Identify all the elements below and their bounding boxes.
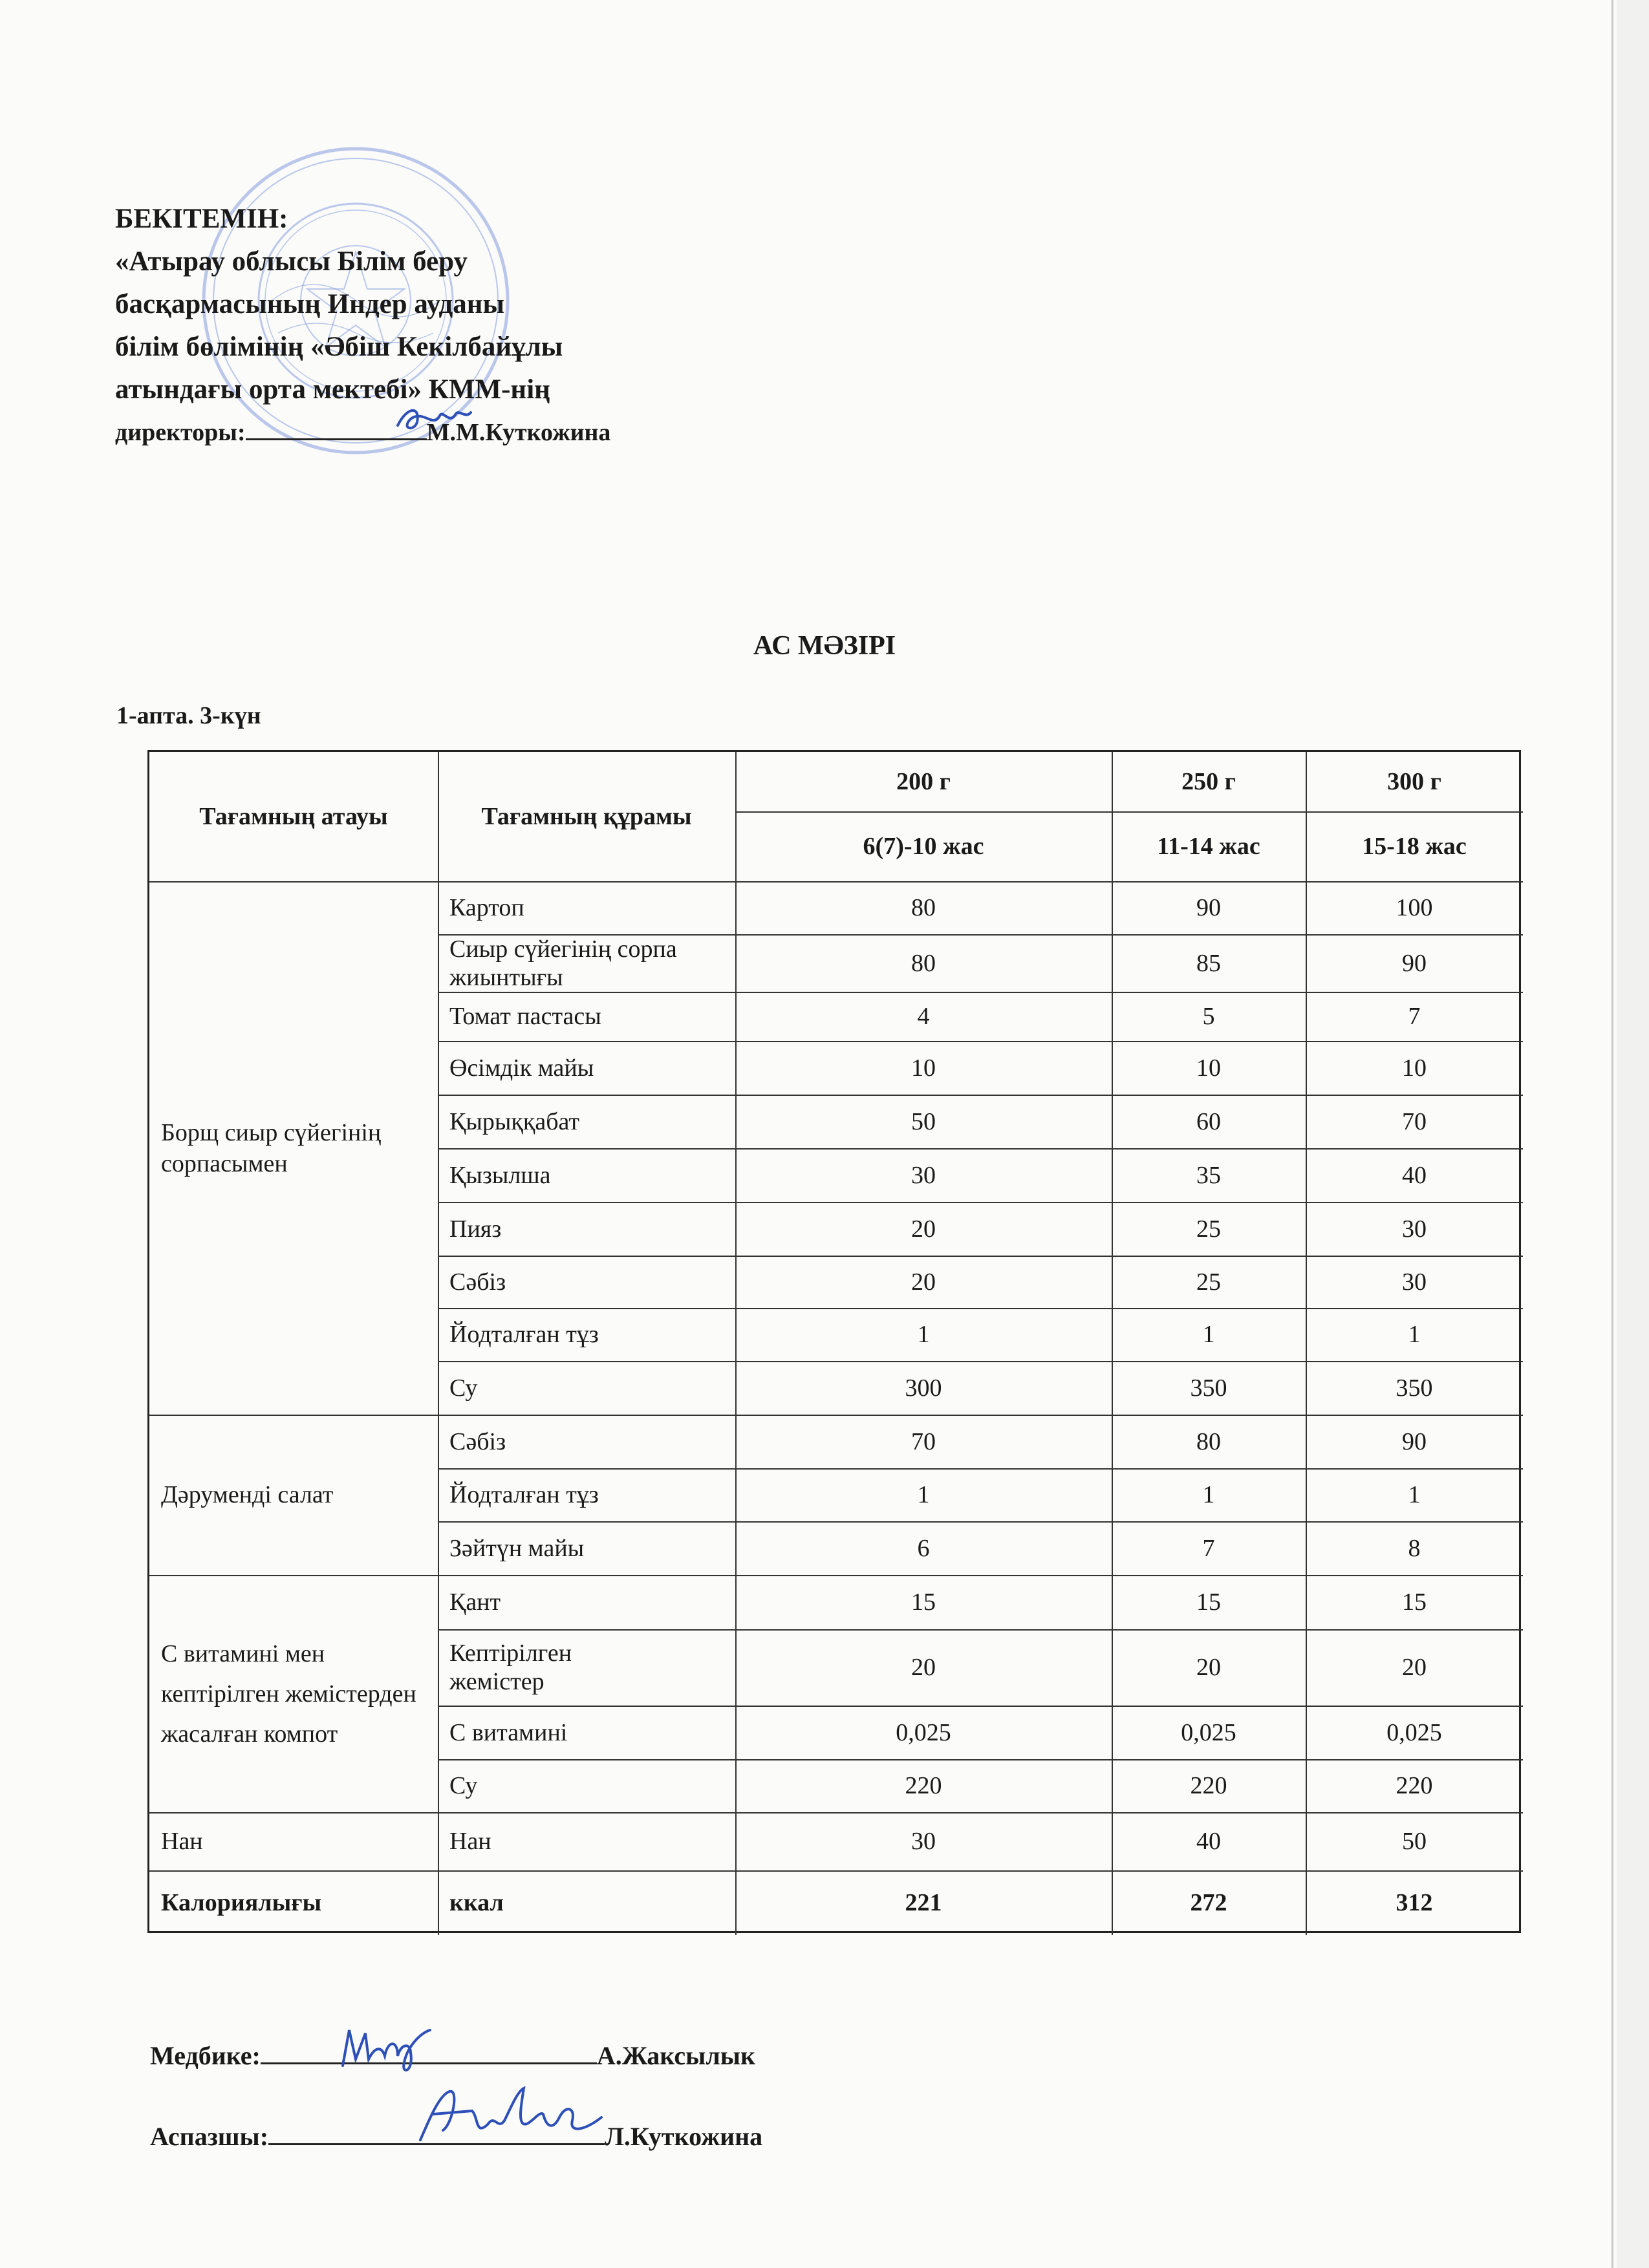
amount-cell: 20 xyxy=(1402,1654,1427,1681)
amount-cell: 40 xyxy=(1402,1161,1427,1189)
ingredient-name: Картоп xyxy=(449,894,524,921)
calories-value: 312 xyxy=(1396,1889,1433,1916)
cook-name: Л.Куткожина xyxy=(605,2122,763,2151)
amount-cell: 70 xyxy=(1402,1107,1427,1135)
amount-cell: 220 xyxy=(1396,1772,1433,1799)
header-portion: 200 г xyxy=(896,768,951,795)
amount-cell: 50 xyxy=(911,1107,936,1135)
cook-label: Аспазшы: xyxy=(150,2122,269,2151)
director-name: М.М.Куткожина xyxy=(426,419,611,446)
ingredient-name: Су xyxy=(449,1772,478,1799)
amount-cell: 50 xyxy=(1402,1828,1427,1855)
amount-cell: 80 xyxy=(911,949,936,977)
amount-cell: 7 xyxy=(1408,1003,1421,1030)
header-age: 11-14 жас xyxy=(1157,833,1260,860)
dish-name: Дәрумендi салат xyxy=(161,1481,334,1508)
ingredient-name: Йодталған тұз xyxy=(449,1481,599,1508)
amount-cell: 220 xyxy=(905,1772,942,1799)
ingredient-name: Өсімдік майы xyxy=(449,1054,594,1082)
amount-cell: 300 xyxy=(905,1374,942,1402)
amount-cell: 0,025 xyxy=(1181,1718,1236,1746)
menu-table xyxy=(147,750,1521,1933)
approval-line: басқармасының Индер ауданы xyxy=(115,289,505,319)
ingredient-name: Йодталған тұз xyxy=(449,1321,599,1348)
approval-line: атындағы орта мектебі» КММ-нің xyxy=(115,374,550,405)
calories-label: Калориялығы xyxy=(161,1889,322,1916)
ingredient-name: Қырыққабат xyxy=(449,1107,580,1135)
amount-cell: 25 xyxy=(1196,1215,1221,1243)
amount-cell: 20 xyxy=(911,1215,936,1243)
amount-cell: 15 xyxy=(911,1589,936,1616)
amount-cell: 350 xyxy=(1396,1374,1433,1402)
amount-cell: 90 xyxy=(1402,949,1427,977)
amount-cell: 80 xyxy=(911,894,936,921)
amount-cell: 1 xyxy=(1202,1321,1215,1348)
header-composition: Тағамның құрамы xyxy=(481,803,692,830)
scan-edge xyxy=(1611,0,1613,2268)
amount-cell: 30 xyxy=(1402,1215,1427,1243)
amount-cell: 10 xyxy=(1196,1054,1221,1082)
amount-cell: 1 xyxy=(1408,1481,1421,1508)
amount-cell: 85 xyxy=(1196,949,1221,977)
nurse-signature-line xyxy=(150,2037,755,2071)
amount-cell: 80 xyxy=(1196,1428,1221,1455)
amount-cell: 15 xyxy=(1402,1589,1427,1616)
nurse-name: А.Жаксылык xyxy=(596,2041,756,2070)
amount-cell: 30 xyxy=(911,1828,936,1855)
amount-cell: 25 xyxy=(1196,1268,1221,1296)
amount-cell: 20 xyxy=(911,1268,936,1296)
menu-title: АС МӘЗІРІ xyxy=(753,631,896,661)
calories-value: 272 xyxy=(1190,1889,1227,1916)
amount-cell: 1 xyxy=(1408,1321,1421,1348)
amount-cell: 15 xyxy=(1196,1589,1221,1616)
ingredient-name: Сәбіз xyxy=(449,1268,506,1296)
director-signature xyxy=(394,400,472,435)
nurse-signature xyxy=(336,2020,433,2079)
amount-cell: 5 xyxy=(1202,1003,1215,1030)
dish-name: Борщ сиыр сүйегінің сорпасымен xyxy=(161,1118,382,1177)
cook-signature xyxy=(414,2079,608,2150)
amount-cell: 7 xyxy=(1202,1534,1215,1562)
amount-cell: 10 xyxy=(1402,1054,1427,1082)
ingredient-name: Пияз xyxy=(449,1215,502,1243)
amount-cell: 0,025 xyxy=(896,1718,951,1746)
amount-cell: 1 xyxy=(917,1321,930,1348)
amount-cell: 8 xyxy=(1408,1534,1421,1562)
ingredient-name: Сәбіз xyxy=(449,1428,506,1455)
amount-cell: 1 xyxy=(1202,1481,1215,1508)
ingredient-name: Томат пастасы xyxy=(449,1003,601,1030)
ingredient-name: Нан xyxy=(449,1828,491,1855)
ingredient-name: Кептірілген жемістер xyxy=(449,1640,572,1695)
header-age: 6(7)-10 жас xyxy=(863,833,984,860)
amount-cell: 60 xyxy=(1196,1107,1221,1135)
amount-cell: 6 xyxy=(917,1534,930,1562)
dish-name: Нан xyxy=(161,1828,203,1855)
amount-cell: 350 xyxy=(1190,1374,1227,1402)
amount-cell: 90 xyxy=(1196,894,1221,921)
amount-cell: 220 xyxy=(1190,1772,1227,1799)
ingredient-name: С витамині xyxy=(449,1718,568,1746)
amount-cell: 4 xyxy=(917,1003,930,1030)
amount-cell: 20 xyxy=(1196,1654,1221,1681)
amount-cell: 10 xyxy=(911,1054,936,1082)
approval-line: білім бөлімінің «Әбіш Кекілбайұлы xyxy=(115,332,563,362)
dish-name: С витамині мен кептірілген жемістерден жасалған компот xyxy=(161,1640,416,1748)
approval-title: БЕКІТЕМІН: xyxy=(115,204,288,234)
calories-unit: ккал xyxy=(449,1889,504,1916)
ingredient-name: Қант xyxy=(449,1589,501,1616)
week-day-label: 1-апта. 3-күн xyxy=(116,702,261,729)
header-portion: 250 г xyxy=(1181,768,1236,795)
amount-cell: 1 xyxy=(917,1481,930,1508)
amount-cell: 35 xyxy=(1196,1161,1221,1189)
nurse-label: Медбике: xyxy=(150,2041,261,2070)
calories-value: 221 xyxy=(905,1889,942,1916)
amount-cell: 0,025 xyxy=(1386,1718,1442,1746)
scan-margin xyxy=(1617,0,1649,2268)
amount-cell: 100 xyxy=(1396,894,1433,921)
amount-cell: 20 xyxy=(911,1654,936,1681)
approval-line: «Атырау облысы Білім беру xyxy=(115,246,468,277)
ingredient-name: Зәйтүн майы xyxy=(449,1534,585,1562)
ingredient-name: Су xyxy=(449,1374,478,1402)
header-age: 15-18 жас xyxy=(1362,833,1467,860)
ingredient-name: Қызылша xyxy=(449,1161,551,1189)
amount-cell: 70 xyxy=(911,1428,936,1455)
amount-cell: 30 xyxy=(1402,1268,1427,1296)
amount-cell: 30 xyxy=(911,1161,936,1189)
ingredient-name: Сиыр сүйегінің сорпа жиынтығы xyxy=(449,935,677,991)
amount-cell: 40 xyxy=(1196,1828,1221,1855)
amount-cell: 90 xyxy=(1402,1428,1427,1455)
header-portion: 300 г xyxy=(1387,768,1441,795)
director-label: директоры: xyxy=(115,419,246,446)
header-dish: Тағамның атауы xyxy=(199,803,388,830)
